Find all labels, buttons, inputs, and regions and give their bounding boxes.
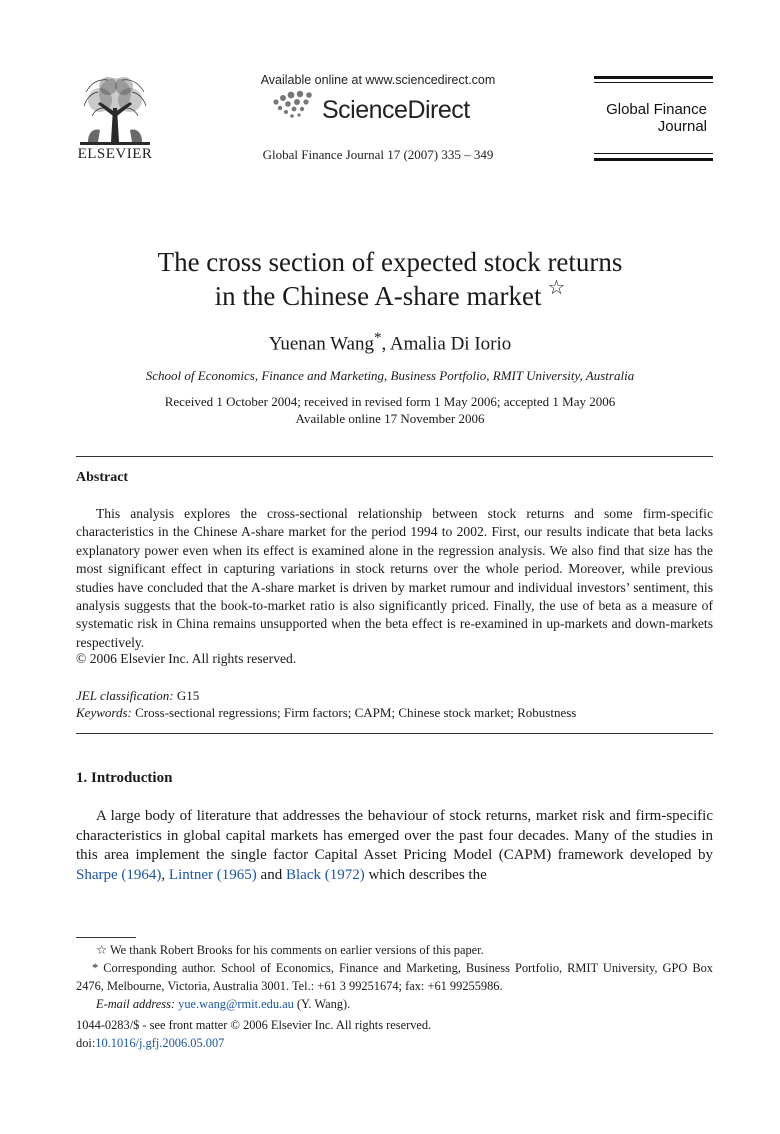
footnote-acknowledgement [76,941,713,959]
journal-title-rule-top-thin [594,82,713,83]
author-name: Amalia Di Iorio [389,333,512,355]
author-name: Yuenan Wang [268,333,374,355]
email-owner: (Y. Wang). [293,997,351,1011]
affiliation: School of Economics, Finance and Marketing, Business Portfolio, RMIT University, Australia [145,368,635,383]
elsevier-wordmark: ELSEVIER [77,146,153,162]
footnote-rule [76,937,136,938]
journal-title-line1: Global Finance [606,101,707,118]
footnote-text: We thank Robert Brooks for his comments on earlier versions of this paper. [109,943,484,957]
doi-prefix: doi: [76,1036,96,1050]
article-title-line2 [60,277,720,312]
title-footnote-mark[interactable]: ☆ [547,277,566,299]
email-link[interactable]: yue.wang@rmit.edu.au [178,997,294,1011]
jel-value: G15 [176,688,200,703]
intro-text: , [161,866,169,883]
reference-link-black[interactable]: Black (1972) [285,866,365,883]
footnote-corr-mark: * [92,961,99,975]
section-heading-introduction: 1. Introduction [76,770,173,786]
abstract-text: This analysis explores the cross-sectional relationship between stock returns and some firm-specific characteristics in the Chinese A-share market for the period 1994 to 2002. First, our results indicate that beta lacks explanatory power even when its effect is examined alone in the regression analysis. We also find that size has the most significant effect in capturing variations in stock returns over the whole period. Moreover, while previous studies have concluded that the A-share market is driven by market rumour and individual investors’ sentiment, this analysis suggests that the book-to-market ratio is also significantly priced. Finally, the use of beta as a measure of systematic risk in China remains unsupported when the beta effect is re-examined in up-markets and down-markets respectively. [76,506,713,650]
abstract-copyright: © 2006 Elsevier Inc. All rights reserved. [76,651,297,666]
author-separator: , [381,333,390,355]
footnote-email [76,995,713,1013]
corresponding-author-mark[interactable]: * [373,330,382,346]
email-label: E-mail address: [96,997,176,1011]
jel-classification [76,688,199,704]
intro-text: A large body of literature that addresses the behaviour of stock returns, market risk and firm-specific characteristics in global capital markets has emerged over the past four decades. Many of the studies in this area implement the single factor Capital Asset Pricing Model (CAPM) framework developed by [76,808,713,863]
sciencedirect-dots-icon [268,88,320,124]
intro-text: which describes the [364,866,487,883]
available-online-date: Available online 17 November 2006 [295,411,485,426]
journal-title-rule-bottom-thin [594,153,713,154]
author-list [60,330,720,355]
intro-text: and [256,866,286,883]
keywords-label: Keywords: [76,705,132,720]
abstract-body [76,505,713,652]
reference-link-lintner[interactable]: Lintner (1965) [168,866,257,883]
jel-label: JEL classification: [76,688,174,703]
abstract-heading: Abstract [76,470,129,485]
footnote-corresponding-author [76,959,713,995]
front-matter-line: 1044-0283/$ - see front matter © 2006 Elsevier Inc. All rights reserved. [76,1018,432,1032]
journal-title-rule-top [594,76,713,79]
doi-line [76,1036,224,1051]
sciencedirect-logo-text: ScienceDirect [322,96,470,124]
introduction-body [76,807,713,885]
footnote-star-mark: ☆ [96,943,108,957]
doi-link[interactable]: 10.1016/j.gfj.2006.05.007 [95,1036,225,1050]
journal-title-line2: Journal [657,118,707,135]
journal-title-rule-bottom [594,158,713,161]
footnotes [76,941,713,1013]
keywords-value: Cross-sectional regressions; Firm factors; CAPM; Chinese stock market; Robustness [135,705,577,720]
keywords [76,705,576,721]
article-title-line2-text: in the Chinese A-share market [214,281,542,311]
introduction-paragraph [76,807,713,885]
article-title-line1: The cross section of expected stock returns [157,247,623,277]
journal-citation: Global Finance Journal 17 (2007) 335 – 349 [262,147,494,162]
divider [76,456,713,457]
available-online-text: Available online at www.sciencedirect.com [260,73,496,87]
received-dates: Received 1 October 2004; received in revised form 1 May 2006; accepted 1 May 2006 [164,394,616,409]
reference-link-sharpe[interactable]: Sharpe (1964) [76,866,162,883]
footnote-text: Corresponding author. School of Economics, Finance and Marketing, Business Portfolio, RMIT University, GPO Box 2476, Melbourne, Victoria, Australia 3001. Tel.: +61 3 99251674; fax: +61 99255986. [76,961,713,993]
divider [76,733,713,734]
